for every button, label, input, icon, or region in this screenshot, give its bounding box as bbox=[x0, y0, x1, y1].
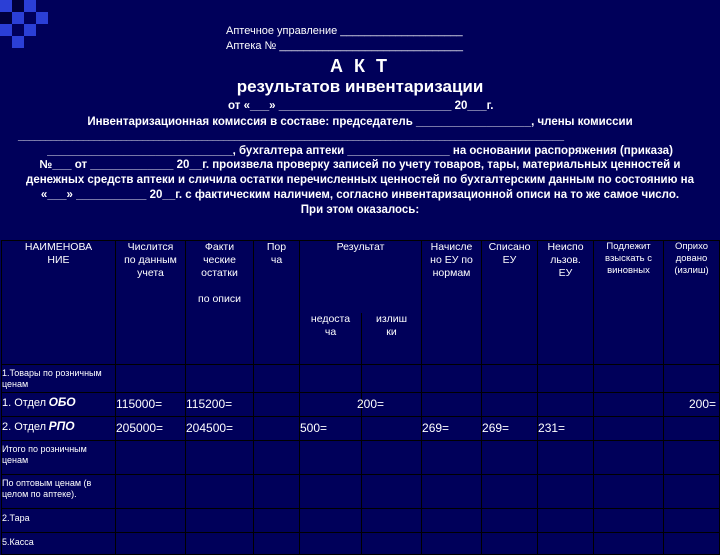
header-surplus: излиш ки bbox=[362, 313, 422, 365]
header-actual: Факти ческие остатки по описи bbox=[186, 241, 254, 365]
table-row bbox=[2, 393, 720, 417]
table-row bbox=[2, 533, 720, 555]
pharmacy-line: Аптека № ______________________________ bbox=[226, 40, 463, 52]
header-result: Результат bbox=[300, 241, 422, 313]
corner-square-8 bbox=[12, 0, 24, 12]
dept2-written-off: 269= bbox=[482, 417, 538, 441]
table-row bbox=[2, 509, 720, 533]
corner-square-4 bbox=[36, 12, 48, 24]
header-charged: Начисле но ЕУ по нормам bbox=[422, 241, 482, 365]
date-line: от «___» ___________________________ 20___г. bbox=[228, 100, 494, 112]
row-label-wholesale-total: По оптовым ценам (в целом по аптеке). bbox=[2, 475, 116, 509]
table-header-row bbox=[2, 241, 720, 313]
corner-square-5 bbox=[0, 24, 12, 36]
corner-square-2 bbox=[24, 0, 36, 12]
header-shortage: недоста ча bbox=[300, 313, 362, 365]
row-label-retail-total: Итого по розничным ценам bbox=[2, 441, 116, 475]
header-unused: Неиспо льзов. ЕУ bbox=[538, 241, 594, 365]
corner-square-1 bbox=[0, 0, 12, 12]
row-label-dept1: 1. Отдел ОБО bbox=[2, 393, 116, 417]
dept2-accounted: 205000= bbox=[116, 417, 186, 441]
header-order: Пор ча bbox=[254, 241, 300, 365]
dept1-accounted: 115000= bbox=[116, 393, 186, 417]
dept2-charged: 269= bbox=[422, 417, 482, 441]
funds-line: денежных средств аптеки и сличила остатки перечисленных ценностей по бухгалтерским данным по состоянию на bbox=[26, 174, 694, 186]
corner-square-3 bbox=[12, 12, 24, 24]
found-line: При этом оказалось: bbox=[300, 204, 420, 216]
header-recover: Подлежит взыскать с виновных bbox=[594, 241, 664, 365]
corner-square-9 bbox=[0, 12, 12, 24]
act-subtitle: результатов инвентаризации bbox=[236, 77, 484, 96]
corner-square-6 bbox=[24, 24, 36, 36]
corner-square-7 bbox=[12, 36, 24, 48]
table-row bbox=[2, 475, 720, 509]
act-title: А К Т bbox=[330, 56, 390, 76]
date2-line: «___» ___________ 20__г. с фактическим наличием, согласно инвентаризационной описи на то же самое число. bbox=[40, 189, 680, 201]
header-name: НАИМЕНОВА НИЕ bbox=[2, 241, 116, 365]
header-credited: Оприхо довано (излиш) bbox=[664, 241, 720, 365]
table-row bbox=[2, 365, 720, 393]
table-row bbox=[2, 417, 720, 441]
dept2-unused: 231= bbox=[538, 417, 594, 441]
table-row bbox=[2, 441, 720, 475]
row-label-container: 2.Тара bbox=[2, 509, 116, 533]
dept1-surplus: 200= bbox=[357, 397, 385, 411]
row-label-retail: 1.Товары по розничным ценам bbox=[2, 365, 116, 393]
dept1-actual: 115200= bbox=[186, 393, 254, 417]
inventory-table bbox=[1, 240, 720, 555]
row-label-cash: 5.Касса bbox=[2, 533, 116, 555]
department-line: Аптечное управление ____________________ bbox=[226, 25, 463, 37]
commission-line: Инвентаризационная комиссия в составе: председатель __________________, члены комиссии bbox=[87, 116, 633, 128]
dept2-actual: 204500= bbox=[186, 417, 254, 441]
blank-line: _____________________________________________________________________________________________________ bbox=[18, 130, 563, 142]
header-accounted: Числится по данным учета bbox=[116, 241, 186, 365]
order-number-line: №___ от _____________ 20__г. произвела проверку записей по учету товаров, тары, материальных ценностей и bbox=[39, 159, 681, 171]
accountant-line: _____________________________, бухгалтера аптеки ________________ на основании распоряжения (приказа) bbox=[47, 145, 673, 157]
dept1-credited: 200= bbox=[688, 397, 717, 411]
row-label-dept2: 2. Отдел РПО bbox=[2, 417, 116, 441]
header-written-off: Списано ЕУ bbox=[482, 241, 538, 365]
dept2-shortage: 500= bbox=[300, 417, 362, 441]
